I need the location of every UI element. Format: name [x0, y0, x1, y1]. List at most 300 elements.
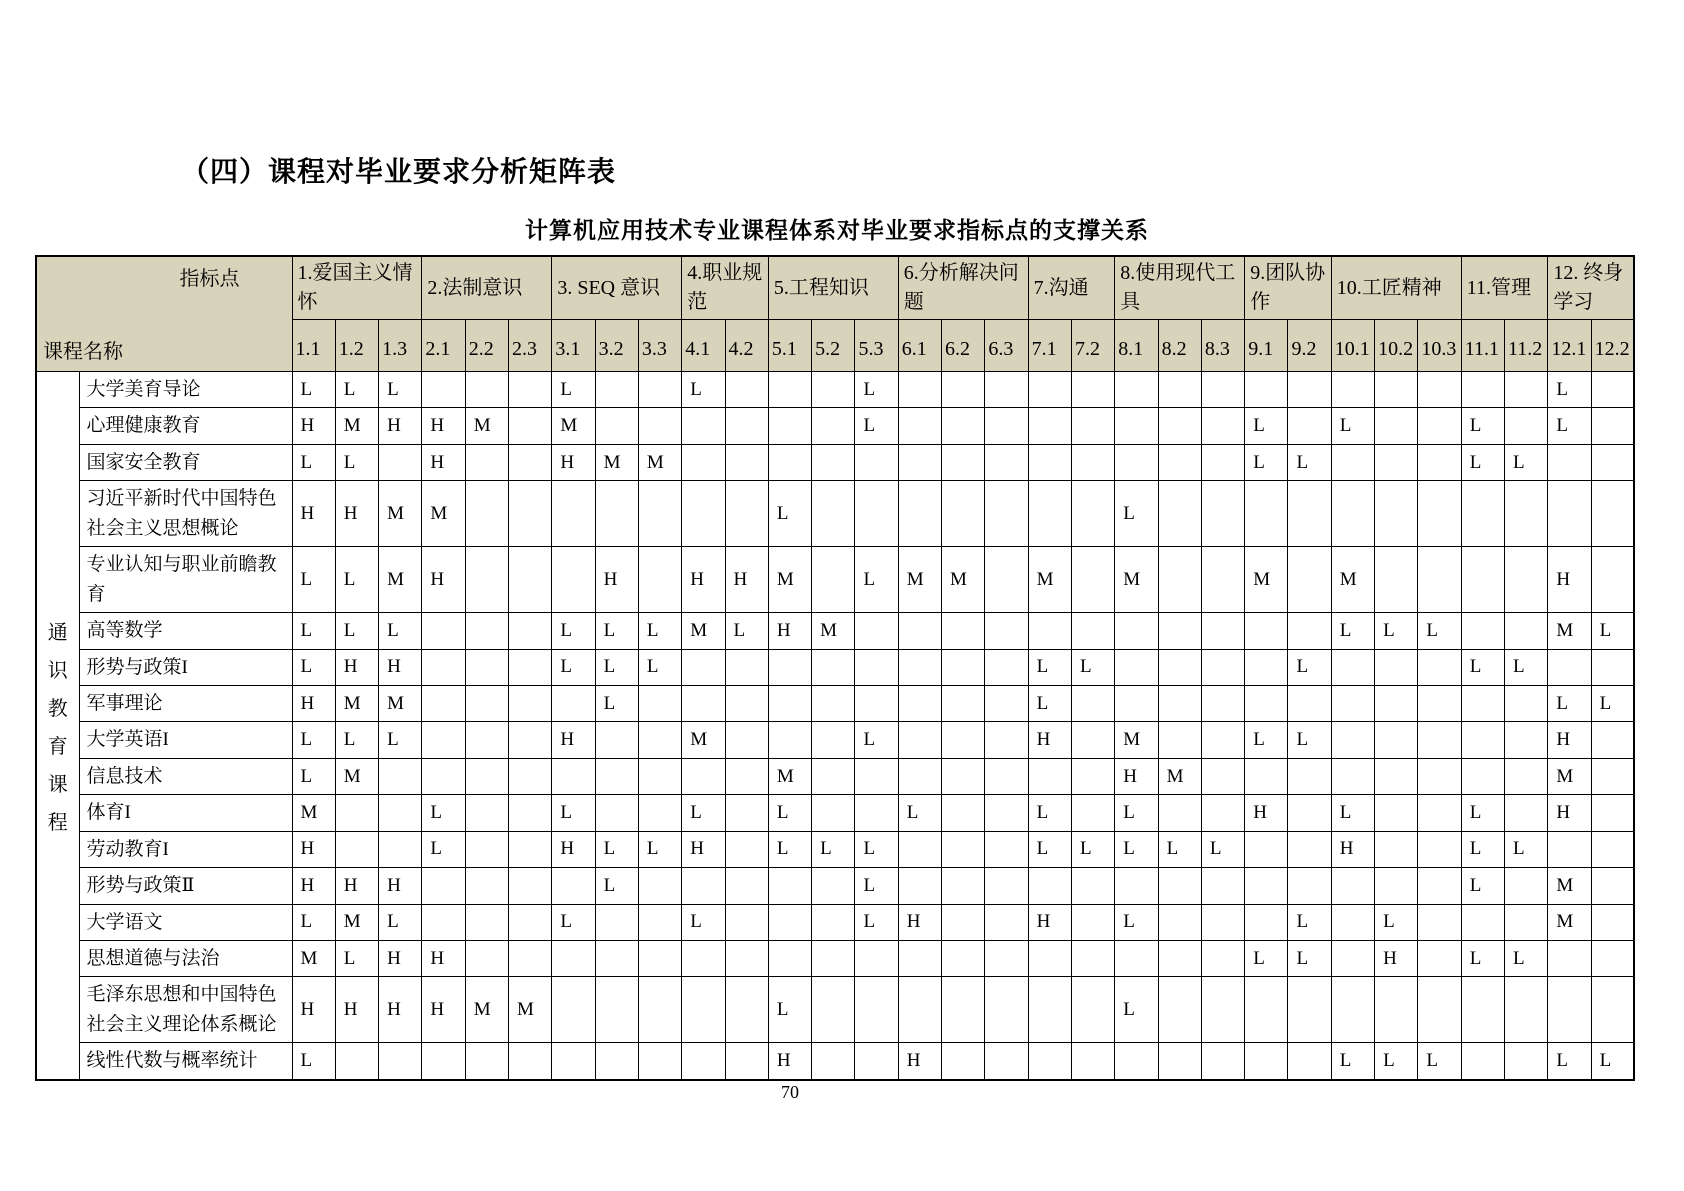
- support-level-cell-10.3: [1418, 408, 1461, 444]
- category-char: 通: [47, 621, 68, 644]
- course-name: 习近平新时代中国特色社会主义思想概论: [79, 481, 292, 547]
- support-level-cell-7.1: [1028, 613, 1071, 649]
- support-level-cell-11.1: [1461, 481, 1504, 547]
- support-level-cell-12.2: [1591, 977, 1634, 1043]
- support-level-cell-9.1: L: [1245, 408, 1288, 444]
- support-level-cell-5.2: [812, 977, 855, 1043]
- support-level-cell-6.2: [942, 722, 985, 758]
- support-level-cell-3.1: L: [552, 649, 595, 685]
- support-level-cell-11.2: [1505, 868, 1548, 904]
- support-level-cell-10.3: L: [1418, 613, 1461, 649]
- corner-label-indicators: 指标点: [179, 268, 240, 290]
- course-name: 心理健康教育: [79, 408, 292, 444]
- support-level-cell-10.2: [1375, 547, 1418, 613]
- indicator-group-header-4: 4.职业规范: [682, 256, 769, 320]
- support-level-cell-6.2: [942, 685, 985, 721]
- support-level-cell-10.3: [1418, 685, 1461, 721]
- support-level-cell-3.1: L: [552, 372, 595, 408]
- indicator-subcolumn-header-4.2: 4.2: [725, 320, 768, 372]
- support-level-cell-6.3: [985, 613, 1028, 649]
- support-level-cell-12.1: L: [1548, 372, 1591, 408]
- support-level-cell-2.3: [509, 444, 552, 480]
- support-level-cell-1.1: L: [292, 372, 335, 408]
- support-level-cell-3.1: [552, 685, 595, 721]
- support-level-cell-2.3: [509, 613, 552, 649]
- support-level-cell-3.2: L: [595, 868, 638, 904]
- support-level-cell-5.2: [812, 685, 855, 721]
- support-level-cell-8.1: L: [1115, 977, 1158, 1043]
- support-level-cell-10.1: L: [1331, 1043, 1374, 1080]
- support-level-cell-5.1: [768, 868, 811, 904]
- support-level-cell-10.2: L: [1375, 904, 1418, 940]
- support-level-cell-8.2: [1158, 613, 1201, 649]
- course-row: [36, 372, 1634, 408]
- support-level-cell-6.2: [942, 977, 985, 1043]
- support-level-cell-6.3: [985, 722, 1028, 758]
- support-level-cell-8.1: [1115, 941, 1158, 977]
- course-name: 大学语文: [79, 904, 292, 940]
- support-level-cell-10.3: [1418, 831, 1461, 867]
- support-level-cell-11.1: [1461, 904, 1504, 940]
- course-row: [36, 481, 1634, 547]
- support-level-cell-4.1: [682, 868, 725, 904]
- support-level-cell-10.3: [1418, 372, 1461, 408]
- support-level-cell-2.1: H: [422, 408, 465, 444]
- support-level-cell-4.2: [725, 977, 768, 1043]
- course-category-label: [36, 372, 79, 1080]
- support-level-cell-2.2: [465, 831, 508, 867]
- support-level-cell-2.3: [509, 904, 552, 940]
- support-level-cell-2.1: L: [422, 795, 465, 831]
- support-level-cell-2.3: [509, 941, 552, 977]
- support-level-cell-8.1: H: [1115, 758, 1158, 794]
- support-level-cell-4.1: [682, 1043, 725, 1080]
- indicator-subcolumn-header-9.2: 9.2: [1288, 320, 1331, 372]
- support-level-cell-8.2: [1158, 372, 1201, 408]
- support-level-cell-3.2: [595, 977, 638, 1043]
- support-level-cell-6.2: [942, 868, 985, 904]
- course-row: [36, 685, 1634, 721]
- support-level-cell-11.2: [1505, 613, 1548, 649]
- support-level-cell-1.3: H: [379, 408, 422, 444]
- support-level-cell-5.1: [768, 904, 811, 940]
- support-level-cell-2.3: [509, 868, 552, 904]
- support-level-cell-12.1: H: [1548, 547, 1591, 613]
- support-level-cell-2.3: [509, 372, 552, 408]
- category-char: 教: [47, 697, 68, 720]
- support-level-cell-2.1: L: [422, 831, 465, 867]
- support-level-cell-2.2: [465, 758, 508, 794]
- support-level-cell-1.1: L: [292, 1043, 335, 1080]
- support-level-cell-6.1: H: [898, 904, 941, 940]
- course-name: 思想道德与法治: [79, 941, 292, 977]
- support-level-cell-12.2: [1591, 372, 1634, 408]
- indicator-group-header-5: 5.工程知识: [768, 256, 898, 320]
- support-level-cell-7.1: [1028, 868, 1071, 904]
- support-level-cell-2.3: [509, 649, 552, 685]
- support-level-cell-2.3: [509, 547, 552, 613]
- support-level-cell-7.2: [1071, 613, 1114, 649]
- support-level-cell-7.1: L: [1028, 685, 1071, 721]
- support-level-cell-10.1: H: [1331, 831, 1374, 867]
- course-row: [36, 941, 1634, 977]
- support-level-cell-10.3: [1418, 758, 1461, 794]
- support-level-cell-4.2: [725, 685, 768, 721]
- support-level-cell-11.1: L: [1461, 408, 1504, 444]
- indicator-subcolumn-header-10.1: 10.1: [1331, 320, 1374, 372]
- support-level-cell-2.3: [509, 408, 552, 444]
- support-level-cell-8.2: M: [1158, 758, 1201, 794]
- support-level-cell-3.1: [552, 758, 595, 794]
- support-level-cell-2.2: [465, 795, 508, 831]
- support-level-cell-6.3: [985, 795, 1028, 831]
- support-level-cell-5.2: [812, 547, 855, 613]
- support-level-cell-10.2: [1375, 977, 1418, 1043]
- course-row: [36, 1043, 1634, 1080]
- support-level-cell-3.1: M: [552, 408, 595, 444]
- support-level-cell-1.2: M: [335, 904, 378, 940]
- support-level-cell-3.2: H: [595, 547, 638, 613]
- support-level-cell-6.1: [898, 758, 941, 794]
- support-level-cell-9.1: [1245, 904, 1288, 940]
- support-level-cell-11.1: L: [1461, 649, 1504, 685]
- diagonal-corner-cell: [36, 256, 292, 372]
- support-level-cell-5.1: [768, 722, 811, 758]
- support-level-cell-11.2: L: [1505, 649, 1548, 685]
- support-level-cell-8.1: [1115, 1043, 1158, 1080]
- support-level-cell-8.1: [1115, 649, 1158, 685]
- support-level-cell-4.1: H: [682, 831, 725, 867]
- support-level-cell-10.1: [1331, 649, 1374, 685]
- support-level-cell-12.2: [1591, 722, 1634, 758]
- course-name: 专业认知与职业前瞻教育: [79, 547, 292, 613]
- support-level-cell-3.2: M: [595, 444, 638, 480]
- support-level-cell-8.2: [1158, 904, 1201, 940]
- support-level-cell-7.2: [1071, 758, 1114, 794]
- support-level-cell-8.2: [1158, 444, 1201, 480]
- support-level-cell-1.2: [335, 795, 378, 831]
- support-level-cell-6.3: [985, 941, 1028, 977]
- course-name: 形势与政策I: [79, 649, 292, 685]
- indicator-subcolumn-header-4.1: 4.1: [682, 320, 725, 372]
- support-level-cell-9.2: [1288, 977, 1331, 1043]
- support-level-cell-11.1: L: [1461, 795, 1504, 831]
- support-level-cell-10.2: [1375, 408, 1418, 444]
- support-level-cell-5.2: L: [812, 831, 855, 867]
- course-row: [36, 613, 1634, 649]
- course-category-vertical-text: [37, 616, 79, 835]
- support-level-cell-3.1: H: [552, 831, 595, 867]
- indicator-subcolumn-header-3.3: 3.3: [638, 320, 681, 372]
- support-level-cell-4.1: [682, 941, 725, 977]
- support-level-cell-4.2: [725, 1043, 768, 1080]
- support-level-cell-7.2: [1071, 408, 1114, 444]
- support-level-cell-3.2: [595, 941, 638, 977]
- support-level-cell-12.1: M: [1548, 904, 1591, 940]
- support-level-cell-3.2: [595, 722, 638, 758]
- support-level-cell-5.1: H: [768, 1043, 811, 1080]
- support-level-cell-3.1: L: [552, 613, 595, 649]
- support-level-cell-7.1: L: [1028, 649, 1071, 685]
- support-level-cell-12.2: [1591, 868, 1634, 904]
- support-level-cell-6.2: [942, 795, 985, 831]
- support-level-cell-8.2: L: [1158, 831, 1201, 867]
- support-level-cell-6.2: [942, 831, 985, 867]
- support-level-cell-12.2: [1591, 795, 1634, 831]
- support-level-cell-9.1: L: [1245, 722, 1288, 758]
- support-level-cell-11.1: [1461, 613, 1504, 649]
- support-level-cell-10.3: [1418, 977, 1461, 1043]
- support-level-cell-8.2: [1158, 408, 1201, 444]
- support-level-cell-11.1: [1461, 372, 1504, 408]
- support-level-cell-7.1: H: [1028, 722, 1071, 758]
- support-level-cell-5.3: [855, 685, 898, 721]
- support-level-cell-2.1: [422, 685, 465, 721]
- support-level-cell-5.2: [812, 758, 855, 794]
- support-level-cell-6.1: [898, 685, 941, 721]
- course-name: 体育I: [79, 795, 292, 831]
- support-level-cell-6.2: M: [942, 547, 985, 613]
- support-level-cell-6.3: [985, 831, 1028, 867]
- support-level-cell-5.3: L: [855, 831, 898, 867]
- support-level-cell-10.2: [1375, 372, 1418, 408]
- support-level-cell-3.3: [638, 408, 681, 444]
- indicator-group-header-7: 7.沟通: [1028, 256, 1115, 320]
- support-level-cell-2.1: M: [422, 481, 465, 547]
- indicator-subcolumn-header-1.3: 1.3: [379, 320, 422, 372]
- course-name: 线性代数与概率统计: [79, 1043, 292, 1080]
- support-level-cell-2.3: [509, 758, 552, 794]
- support-level-cell-1.2: L: [335, 613, 378, 649]
- support-level-cell-6.1: [898, 831, 941, 867]
- support-level-cell-10.2: H: [1375, 941, 1418, 977]
- support-level-cell-9.1: [1245, 649, 1288, 685]
- support-level-cell-3.2: [595, 758, 638, 794]
- course-name: 劳动教育I: [79, 831, 292, 867]
- support-level-cell-4.1: L: [682, 795, 725, 831]
- support-level-cell-9.2: [1288, 758, 1331, 794]
- support-level-cell-10.1: [1331, 977, 1374, 1043]
- indicator-subcolumn-header-1.2: 1.2: [335, 320, 378, 372]
- indicator-group-header-6: 6.分析解决问题: [898, 256, 1028, 320]
- indicator-subcolumn-header-6.2: 6.2: [942, 320, 985, 372]
- support-level-cell-1.1: M: [292, 795, 335, 831]
- support-level-cell-6.3: [985, 444, 1028, 480]
- support-level-cell-3.3: [638, 547, 681, 613]
- support-level-cell-4.1: M: [682, 722, 725, 758]
- category-char: 程: [47, 811, 68, 834]
- support-level-cell-11.2: [1505, 1043, 1548, 1080]
- support-level-cell-1.1: L: [292, 904, 335, 940]
- support-level-cell-3.2: [595, 481, 638, 547]
- support-level-cell-1.1: H: [292, 685, 335, 721]
- support-level-cell-5.3: L: [855, 547, 898, 613]
- support-level-cell-1.3: H: [379, 649, 422, 685]
- support-level-cell-1.2: L: [335, 372, 378, 408]
- support-level-cell-11.2: L: [1505, 831, 1548, 867]
- support-level-cell-3.1: [552, 481, 595, 547]
- support-level-cell-7.2: [1071, 685, 1114, 721]
- support-level-cell-3.2: [595, 1043, 638, 1080]
- support-level-cell-6.3: [985, 904, 1028, 940]
- indicator-subcolumn-header-2.1: 2.1: [422, 320, 465, 372]
- support-level-cell-9.2: L: [1288, 904, 1331, 940]
- support-level-cell-1.2: [335, 1043, 378, 1080]
- support-level-cell-6.1: M: [898, 547, 941, 613]
- support-level-cell-5.2: [812, 904, 855, 940]
- support-level-cell-10.1: L: [1331, 795, 1374, 831]
- support-level-cell-8.3: [1201, 649, 1244, 685]
- support-level-cell-6.1: [898, 941, 941, 977]
- support-level-cell-2.3: [509, 795, 552, 831]
- support-level-cell-1.2: M: [335, 685, 378, 721]
- support-level-cell-2.3: M: [509, 977, 552, 1043]
- support-level-cell-4.1: [682, 481, 725, 547]
- support-level-cell-12.2: [1591, 904, 1634, 940]
- support-level-cell-5.1: [768, 408, 811, 444]
- support-level-cell-6.1: L: [898, 795, 941, 831]
- support-level-cell-12.1: [1548, 941, 1591, 977]
- support-level-cell-4.1: [682, 408, 725, 444]
- support-level-cell-8.3: [1201, 408, 1244, 444]
- course-row: [36, 831, 1634, 867]
- indicator-group-header-10: 10.工匠精神: [1331, 256, 1461, 320]
- support-level-cell-2.1: [422, 613, 465, 649]
- support-level-cell-1.1: M: [292, 941, 335, 977]
- support-level-cell-2.2: [465, 1043, 508, 1080]
- support-level-cell-9.2: [1288, 547, 1331, 613]
- support-level-cell-3.3: [638, 977, 681, 1043]
- support-level-cell-5.3: [855, 444, 898, 480]
- support-level-cell-7.2: [1071, 481, 1114, 547]
- support-level-cell-8.3: [1201, 613, 1244, 649]
- support-level-cell-5.1: L: [768, 795, 811, 831]
- support-level-cell-1.1: H: [292, 977, 335, 1043]
- support-level-cell-5.2: [812, 722, 855, 758]
- indicator-subcolumn-header-6.3: 6.3: [985, 320, 1028, 372]
- support-level-cell-12.1: [1548, 649, 1591, 685]
- support-level-cell-6.3: [985, 547, 1028, 613]
- support-level-cell-6.2: [942, 613, 985, 649]
- support-level-cell-1.1: H: [292, 831, 335, 867]
- support-level-cell-1.2: H: [335, 649, 378, 685]
- course-name: 毛泽东思想和中国特色社会主义理论体系概论: [79, 977, 292, 1043]
- support-level-cell-3.1: [552, 547, 595, 613]
- support-level-cell-11.1: L: [1461, 444, 1504, 480]
- support-level-cell-8.1: L: [1115, 481, 1158, 547]
- support-level-cell-12.2: L: [1591, 685, 1634, 721]
- support-level-cell-3.2: [595, 904, 638, 940]
- support-level-cell-6.1: H: [898, 1043, 941, 1080]
- support-level-cell-1.1: H: [292, 868, 335, 904]
- support-level-cell-11.2: L: [1505, 941, 1548, 977]
- support-level-cell-12.1: [1548, 831, 1591, 867]
- support-level-cell-4.1: H: [682, 547, 725, 613]
- support-level-cell-9.1: [1245, 1043, 1288, 1080]
- support-level-cell-1.1: L: [292, 722, 335, 758]
- support-level-cell-2.2: [465, 372, 508, 408]
- support-level-cell-12.1: L: [1548, 1043, 1591, 1080]
- support-level-cell-1.3: L: [379, 904, 422, 940]
- support-level-cell-9.1: [1245, 613, 1288, 649]
- support-level-cell-12.1: H: [1548, 795, 1591, 831]
- support-level-cell-1.2: M: [335, 408, 378, 444]
- support-level-cell-12.2: [1591, 941, 1634, 977]
- support-level-cell-1.1: L: [292, 758, 335, 794]
- support-level-cell-4.1: [682, 977, 725, 1043]
- support-level-cell-1.3: M: [379, 685, 422, 721]
- support-level-cell-3.3: [638, 904, 681, 940]
- support-level-cell-6.1: [898, 408, 941, 444]
- support-level-cell-11.2: [1505, 904, 1548, 940]
- support-level-cell-3.3: [638, 722, 681, 758]
- support-level-cell-10.1: [1331, 444, 1374, 480]
- course-name: 信息技术: [79, 758, 292, 794]
- support-level-cell-5.3: L: [855, 372, 898, 408]
- support-level-cell-8.3: [1201, 685, 1244, 721]
- support-level-cell-1.1: L: [292, 613, 335, 649]
- support-level-cell-4.1: [682, 758, 725, 794]
- support-level-cell-3.3: [638, 1043, 681, 1080]
- support-level-cell-1.2: L: [335, 444, 378, 480]
- support-level-cell-6.3: [985, 1043, 1028, 1080]
- indicator-subcolumn-header-3.1: 3.1: [552, 320, 595, 372]
- support-level-cell-10.1: L: [1331, 613, 1374, 649]
- support-level-cell-4.2: [725, 831, 768, 867]
- support-level-cell-12.1: M: [1548, 613, 1591, 649]
- support-level-cell-7.1: [1028, 372, 1071, 408]
- support-level-cell-5.2: [812, 941, 855, 977]
- support-level-cell-3.1: [552, 977, 595, 1043]
- course-name: 大学英语I: [79, 722, 292, 758]
- support-level-cell-8.1: [1115, 868, 1158, 904]
- support-level-cell-2.2: [465, 613, 508, 649]
- support-level-cell-11.2: L: [1505, 444, 1548, 480]
- course-row: [36, 795, 1634, 831]
- support-level-cell-6.3: [985, 758, 1028, 794]
- course-name: 军事理论: [79, 685, 292, 721]
- course-name: 高等数学: [79, 613, 292, 649]
- support-level-cell-7.1: [1028, 481, 1071, 547]
- support-level-cell-7.2: [1071, 795, 1114, 831]
- support-level-cell-9.1: [1245, 831, 1288, 867]
- support-level-cell-7.2: [1071, 372, 1114, 408]
- support-level-cell-4.2: [725, 444, 768, 480]
- support-level-cell-5.3: [855, 977, 898, 1043]
- support-level-cell-1.3: [379, 831, 422, 867]
- support-level-cell-10.2: [1375, 444, 1418, 480]
- support-level-cell-3.2: L: [595, 831, 638, 867]
- support-level-cell-8.2: [1158, 685, 1201, 721]
- support-level-cell-8.2: [1158, 481, 1201, 547]
- support-level-cell-1.2: H: [335, 977, 378, 1043]
- support-level-cell-5.1: M: [768, 758, 811, 794]
- support-level-cell-2.1: [422, 649, 465, 685]
- support-level-cell-6.1: [898, 372, 941, 408]
- support-level-cell-7.2: [1071, 941, 1114, 977]
- table-title: 计算机应用技术专业课程体系对毕业要求指标点的支撑关系: [525, 218, 1149, 243]
- support-level-cell-12.1: M: [1548, 758, 1591, 794]
- support-level-cell-10.2: L: [1375, 613, 1418, 649]
- support-level-cell-9.2: [1288, 795, 1331, 831]
- course-row: [36, 649, 1634, 685]
- support-level-cell-10.3: [1418, 722, 1461, 758]
- support-level-cell-11.1: L: [1461, 831, 1504, 867]
- indicator-group-header-11: 11.管理: [1461, 256, 1548, 320]
- support-level-cell-11.2: [1505, 758, 1548, 794]
- support-level-cell-8.2: [1158, 977, 1201, 1043]
- support-level-cell-3.3: [638, 685, 681, 721]
